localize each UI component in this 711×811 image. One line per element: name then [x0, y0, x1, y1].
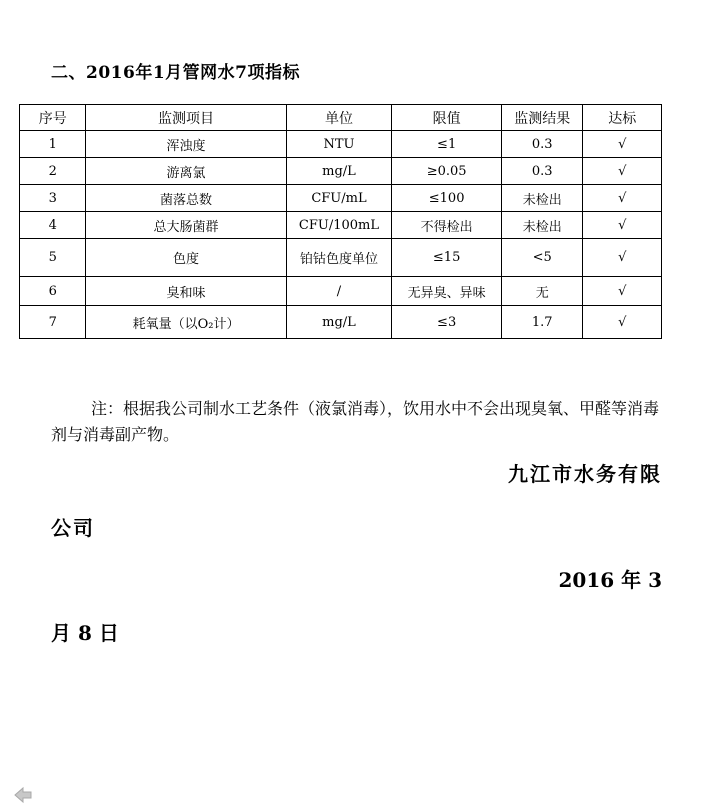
- cell-unit: 铂钴色度单位: [286, 239, 392, 277]
- signature-company-continued: 公司: [51, 516, 95, 540]
- cell-ok: √: [583, 131, 662, 158]
- table-row: [20, 212, 662, 239]
- cell-no: 6: [20, 277, 86, 306]
- cell-item: 色度: [86, 239, 286, 277]
- cell-limit: 不得检出: [392, 212, 502, 239]
- cell-ok: √: [583, 277, 662, 306]
- cell-result: 无: [501, 277, 583, 306]
- table-row: [20, 131, 662, 158]
- header-no: 序号: [20, 105, 86, 131]
- cell-unit: NTU: [286, 131, 392, 158]
- table-row: [20, 277, 662, 306]
- cell-item: 耗氧量（以O₂计）: [86, 306, 286, 339]
- cell-result: 未检出: [501, 185, 583, 212]
- back-arrow-icon[interactable]: [12, 784, 34, 806]
- section-heading: 二、2016年1月管网水7项指标: [51, 63, 300, 83]
- cell-ok: √: [583, 212, 662, 239]
- table-row: [20, 185, 662, 212]
- cell-unit: CFU/mL: [286, 185, 392, 212]
- cell-limit: ≤3: [392, 306, 502, 339]
- cell-no: 7: [20, 306, 86, 339]
- footnote: 注：根据我公司制水工艺条件（液氯消毒），饮用水中不会出现臭氧、甲醛等消毒剂与消毒副产物。: [51, 399, 660, 444]
- signature-date-continued: 月 8 日: [51, 621, 119, 645]
- header-limit: 限值: [392, 105, 502, 131]
- signature-company: 九江市水务有限: [508, 462, 662, 486]
- cell-limit: 无异臭、异味: [392, 277, 502, 306]
- cell-result: <5: [501, 239, 583, 277]
- cell-unit: mg/L: [286, 158, 392, 185]
- cell-no: 5: [20, 239, 86, 277]
- cell-result: 1.7: [501, 306, 583, 339]
- table-row: [20, 306, 662, 339]
- cell-result: 0.3: [501, 158, 583, 185]
- table-row: [20, 239, 662, 277]
- cell-no: 4: [20, 212, 86, 239]
- header-unit: 单位: [286, 105, 392, 131]
- cell-item: 臭和味: [86, 277, 286, 306]
- cell-unit: mg/L: [286, 306, 392, 339]
- cell-ok: √: [583, 239, 662, 277]
- indicator-table: [19, 104, 662, 339]
- cell-result: 0.3: [501, 131, 583, 158]
- cell-ok: √: [583, 158, 662, 185]
- cell-item: 总大肠菌群: [86, 212, 286, 239]
- cell-ok: √: [583, 306, 662, 339]
- cell-limit: ≤100: [392, 185, 502, 212]
- cell-limit: ≤15: [392, 239, 502, 277]
- table-header-row: [20, 105, 662, 131]
- cell-unit: /: [286, 277, 392, 306]
- cell-item: 浑浊度: [86, 131, 286, 158]
- table-row: [20, 158, 662, 185]
- cell-item: 菌落总数: [86, 185, 286, 212]
- cell-no: 1: [20, 131, 86, 158]
- cell-item: 游离氯: [86, 158, 286, 185]
- cell-no: 3: [20, 185, 86, 212]
- header-ok: 达标: [583, 105, 662, 131]
- cell-result: 未检出: [501, 212, 583, 239]
- signature-date: 2016 年 3: [558, 568, 662, 592]
- cell-no: 2: [20, 158, 86, 185]
- cell-unit: CFU/100mL: [286, 212, 392, 239]
- header-item: 监测项目: [86, 105, 286, 131]
- cell-limit: ≤1: [392, 131, 502, 158]
- cell-limit: ≥0.05: [392, 158, 502, 185]
- header-result: 监测结果: [501, 105, 583, 131]
- cell-ok: √: [583, 185, 662, 212]
